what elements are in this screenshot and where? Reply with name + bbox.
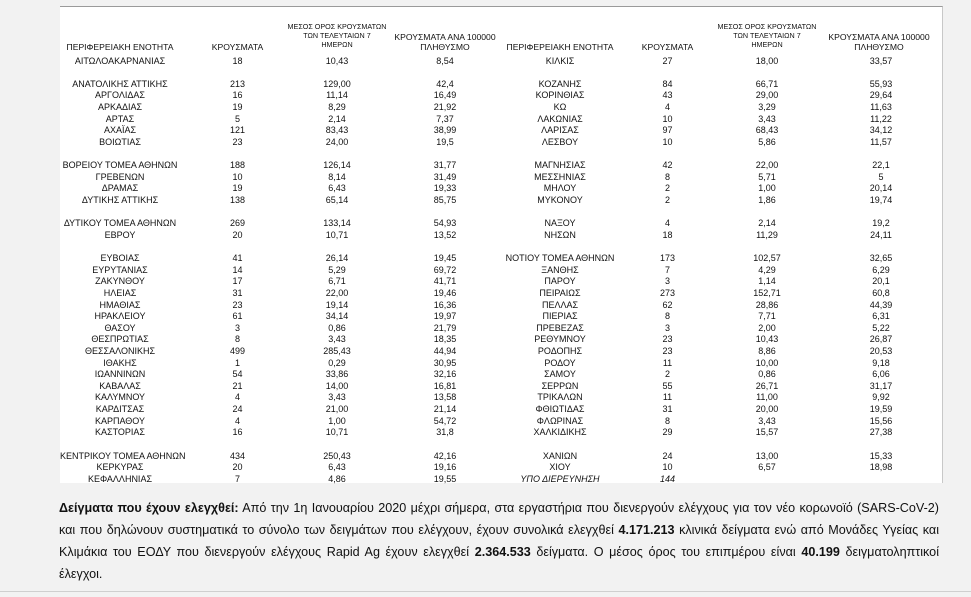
cases-cell: 144 bbox=[659, 473, 676, 484]
per100k-cell: 31,77 bbox=[433, 160, 457, 171]
region-cell: ΚΕΝΤΡΙΚΟΥ ΤΟΜΕΑ ΑΘΗΝΩΝ bbox=[60, 450, 186, 461]
avg-cell: 33,86 bbox=[325, 369, 349, 380]
cases-cell: 10 bbox=[662, 113, 673, 124]
avg-cell: 24,00 bbox=[325, 136, 349, 147]
tests-paragraph bbox=[59, 497, 939, 585]
avg-cell: 10,71 bbox=[325, 229, 349, 240]
per100k-cell: 15,56 bbox=[869, 415, 893, 426]
region-cell: ΝΑΞΟΥ bbox=[544, 218, 576, 229]
avg-cell: 8,29 bbox=[328, 101, 346, 112]
avg-cell: 29,00 bbox=[755, 90, 779, 101]
cases-cell: 42 bbox=[662, 160, 673, 171]
header-avg-left bbox=[282, 22, 392, 49]
avg-cell: 152,71 bbox=[753, 287, 781, 298]
per100k-cell: 11,63 bbox=[870, 101, 892, 112]
per100k-cell: 19,16 bbox=[433, 462, 457, 473]
region-cell: ΣΕΡΡΩΝ bbox=[541, 380, 579, 391]
cases-cell: 23 bbox=[662, 334, 673, 345]
region-cell: ΧΑΛΚΙΔΙΚΗΣ bbox=[533, 427, 587, 438]
per100k-cell: 85,75 bbox=[433, 194, 457, 205]
per100k-cell: 19,97 bbox=[433, 311, 457, 322]
region-cell: ΚΟΖΑΝΗΣ bbox=[538, 78, 582, 89]
cases-cell: 121 bbox=[229, 125, 246, 136]
per100k-cell: 8,54 bbox=[436, 55, 454, 66]
region-cell: ΠΕΙΡΑΙΩΣ bbox=[539, 287, 581, 298]
region-cell: ΧΑΝΙΩΝ bbox=[542, 450, 578, 461]
avg-cell: 66,71 bbox=[755, 78, 779, 89]
region-cell: ΝΗΣΩΝ bbox=[544, 229, 576, 240]
avg-cell: 15,57 bbox=[755, 427, 779, 438]
avg-cell: 8,86 bbox=[758, 346, 776, 356]
per100k-cell: 16,36 bbox=[433, 299, 457, 310]
region-cell: ΕΒΡΟΥ bbox=[104, 229, 136, 240]
per100k-cell: 6,31 bbox=[872, 311, 890, 322]
per100k-cell: 13,58 bbox=[433, 392, 457, 403]
avg-cell: 7,71 bbox=[758, 311, 776, 322]
per100k-cell: 22,1 bbox=[872, 160, 890, 171]
avg-cell: 285,43 bbox=[323, 346, 351, 356]
per100k-cell: 29,64 bbox=[869, 90, 893, 101]
avg-cell: 26,71 bbox=[755, 380, 779, 391]
cases-cell: 16 bbox=[232, 90, 243, 101]
per100k-cell: 19,74 bbox=[869, 194, 893, 205]
per100k-cell: 44,39 bbox=[869, 299, 893, 310]
avg-cell: 10,71 bbox=[325, 427, 349, 438]
avg-cell: 8,14 bbox=[328, 171, 346, 182]
region-cell: ΜΥΚΟΝΟΥ bbox=[537, 194, 583, 205]
region-cell: ΘΕΣΠΡΩΤΙΑΣ bbox=[91, 334, 149, 345]
per100k-cell: 20,53 bbox=[869, 346, 893, 356]
region-cell: ΡΟΔΟΥ bbox=[544, 357, 576, 368]
per100k-cell: 54,93 bbox=[433, 218, 457, 229]
per100k-cell: 55,93 bbox=[869, 78, 893, 89]
region-cell: ΘΑΣΟΥ bbox=[104, 322, 136, 333]
header-avg-line3: ΗΜΕΡΩΝ bbox=[321, 40, 353, 49]
avg-cell: 1,14 bbox=[758, 276, 776, 287]
header-per100k-line1: ΚΡΟΥΣΜΑΤΑ ΑΝΑ 100000 bbox=[394, 32, 496, 42]
avg-cell: 4,86 bbox=[328, 473, 346, 484]
avg-cell: 19,14 bbox=[325, 299, 349, 310]
cases-cell: 499 bbox=[229, 346, 246, 356]
avg-cell: 3,43 bbox=[328, 334, 346, 345]
avg-cell: 83,43 bbox=[325, 125, 349, 136]
avg-cell: 3,43 bbox=[328, 392, 346, 403]
header-cases-left: ΚΡΟΥΣΜΑΤΑ bbox=[211, 42, 264, 52]
region-cell: ΘΕΣΣΑΛΟΝΙΚΗΣ bbox=[84, 346, 156, 356]
avg-cell: 0,86 bbox=[328, 322, 346, 333]
region-cell: ΔΥΤΙΚΟΥ ΤΟΜΕΑ ΑΘΗΝΩΝ bbox=[63, 218, 177, 229]
region-cell: ΚΑΛΥΜΝΟΥ bbox=[94, 392, 146, 403]
region-cell: ΜΕΣΣΗΝΙΑΣ bbox=[534, 171, 586, 182]
cases-cell: 10 bbox=[662, 462, 673, 473]
region-cell: ΠΙΕΡΙΑΣ bbox=[542, 311, 578, 322]
avg-cell: 10,43 bbox=[325, 55, 349, 66]
cases-cell: 3 bbox=[234, 322, 240, 333]
cases-cell: 97 bbox=[662, 125, 673, 136]
cases-cell: 7 bbox=[664, 264, 670, 275]
avg-cell: 2,14 bbox=[758, 218, 776, 229]
tests-text-4: δειγματοληπτικοί έλεγχοι. bbox=[59, 545, 939, 581]
region-cell: ΥΠΟ ΔΙΕΡΕΥΝΗΣΗ bbox=[520, 473, 600, 484]
region-cell: ΔΡΑΜΑΣ bbox=[101, 183, 139, 194]
cases-cell: 273 bbox=[659, 287, 676, 298]
header-per100k-right bbox=[820, 32, 938, 52]
cases-cell: 8 bbox=[664, 311, 670, 322]
per100k-cell: 5,22 bbox=[872, 322, 890, 333]
region-cell: ΙΘΑΚΗΣ bbox=[103, 357, 137, 368]
header-region-left: ΠΕΡΙΦΕΡΕΙΑΚΗ ΕΝΟΤΗΤΑ bbox=[66, 42, 174, 52]
cases-cell: 173 bbox=[659, 253, 676, 264]
per100k-cell: 26,87 bbox=[869, 334, 893, 345]
cases-cell: 31 bbox=[232, 287, 243, 298]
avg-cell: 5,71 bbox=[758, 171, 776, 182]
region-cell: ΚΙΛΚΙΣ bbox=[545, 55, 575, 66]
per100k-cell: 19,59 bbox=[869, 404, 893, 415]
avg-cell: 0,29 bbox=[328, 357, 346, 368]
region-cell: ΛΕΣΒΟΥ bbox=[541, 136, 579, 147]
cases-cell: 31 bbox=[662, 404, 673, 415]
cases-cell: 7 bbox=[234, 473, 240, 484]
header-per100k-line1: ΚΡΟΥΣΜΑΤΑ ΑΝΑ 100000 bbox=[828, 32, 930, 42]
avg-cell: 5,86 bbox=[758, 136, 776, 147]
region-cell: ΡΟΔΟΠΗΣ bbox=[537, 346, 583, 356]
cases-cell: 29 bbox=[662, 427, 673, 438]
avg-cell: 21,00 bbox=[325, 404, 349, 415]
per100k-cell: 16,49 bbox=[433, 90, 457, 101]
avg-cell: 10,43 bbox=[755, 334, 779, 345]
header-cases-right: ΚΡΟΥΣΜΑΤΑ bbox=[641, 42, 694, 52]
per100k-cell: 21,92 bbox=[433, 101, 457, 112]
region-cell: ΚΕΡΚΥΡΑΣ bbox=[96, 462, 144, 473]
per100k-cell: 9,92 bbox=[872, 392, 890, 403]
region-cell: ΛΑΚΩΝΙΑΣ bbox=[537, 113, 583, 124]
per100k-cell: 44,94 bbox=[433, 346, 457, 356]
cases-cell: 20 bbox=[232, 462, 243, 473]
per100k-cell: 20,14 bbox=[869, 183, 893, 194]
avg-cell: 6,43 bbox=[328, 462, 346, 473]
per100k-cell: 15,33 bbox=[869, 450, 893, 461]
region-cell: ΒΟΙΩΤΙΑΣ bbox=[99, 136, 141, 147]
cases-cell: 434 bbox=[229, 450, 246, 461]
avg-cell: 1,00 bbox=[758, 183, 776, 194]
tests-text-2: κλινικά δείγματα ενώ από Μονάδες Υγείας και Κλιμάκια του ΕΟΔΥ που διενεργούν ελέγχους Rapid Ag έχουν ελεγχθεί bbox=[59, 523, 939, 559]
cases-cell: 27 bbox=[662, 55, 673, 66]
region-cell: ΑΝΑΤΟΛΙΚΗΣ ΑΤΤΙΚΗΣ bbox=[72, 78, 168, 89]
cases-cell: 4 bbox=[664, 218, 670, 229]
header-avg-line2: ΤΩΝ ΤΕΛΕΥΤΑΙΩΝ 7 bbox=[733, 31, 801, 40]
region-cell: ΛΑΡΙΣΑΣ bbox=[541, 125, 579, 136]
per100k-cell: 11,22 bbox=[870, 113, 892, 124]
per100k-cell: 41,71 bbox=[433, 276, 457, 287]
cases-cell: 8 bbox=[234, 334, 240, 345]
avg-cell: 28,86 bbox=[755, 299, 779, 310]
avg-cell: 68,43 bbox=[755, 125, 779, 136]
per100k-cell: 7,37 bbox=[436, 113, 454, 124]
avg-cell: 3,29 bbox=[758, 101, 776, 112]
cases-cell: 2 bbox=[664, 369, 670, 380]
per100k-cell: 19,33 bbox=[433, 183, 457, 194]
avg-cell: 0,86 bbox=[758, 369, 776, 380]
avg-cell: 6,43 bbox=[328, 183, 346, 194]
per100k-cell: 42,16 bbox=[433, 450, 457, 461]
per100k-cell: 18,98 bbox=[869, 462, 893, 473]
per100k-cell: 21,79 bbox=[433, 322, 457, 333]
cases-cell: 213 bbox=[229, 78, 246, 89]
per100k-cell: 31,8 bbox=[436, 427, 454, 438]
avg-cell: 11,00 bbox=[756, 392, 778, 403]
region-cell: ΝΟΤΙΟΥ ΤΟΜΕΑ ΑΘΗΝΩΝ bbox=[505, 253, 615, 264]
region-cell: ΜΑΓΝΗΣΙΑΣ bbox=[534, 160, 586, 171]
per100k-cell: 24,11 bbox=[870, 229, 892, 240]
region-cell: ΚΩ bbox=[553, 101, 567, 112]
per100k-cell: 19,45 bbox=[433, 253, 457, 264]
region-cell: ΗΡΑΚΛΕΙΟΥ bbox=[94, 311, 146, 322]
per100k-cell: 19,5 bbox=[436, 136, 454, 147]
header-avg-line1: ΜΕΣΟΣ ΟΡΟΣ ΚΡΟΥΣΜΑΤΩΝ bbox=[287, 22, 387, 31]
cases-cell: 84 bbox=[662, 78, 673, 89]
avg-cell: 102,57 bbox=[753, 253, 781, 264]
cases-cell: 21 bbox=[232, 380, 243, 391]
region-cell: ΔΥΤΙΚΗΣ ΑΤΤΙΚΗΣ bbox=[81, 194, 159, 205]
per100k-cell: 27,38 bbox=[869, 427, 893, 438]
avg-cell: 250,43 bbox=[323, 450, 351, 461]
bottom-divider bbox=[0, 591, 971, 592]
header-region-right: ΠΕΡΙΦΕΡΕΙΑΚΗ ΕΝΟΤΗΤΑ bbox=[506, 42, 614, 52]
per100k-cell: 32,65 bbox=[869, 253, 893, 264]
cases-cell: 14 bbox=[232, 264, 243, 275]
per100k-cell: 69,72 bbox=[433, 264, 457, 275]
cases-cell: 1 bbox=[234, 357, 240, 368]
per100k-cell: 31,49 bbox=[433, 171, 457, 182]
region-cell: ΣΑΜΟΥ bbox=[544, 369, 576, 380]
region-cell: ΦΛΩΡΙΝΑΣ bbox=[536, 415, 584, 426]
cases-cell: 23 bbox=[232, 136, 243, 147]
per100k-cell: 32,16 bbox=[433, 369, 457, 380]
per100k-cell: 6,29 bbox=[872, 264, 890, 275]
avg-cell: 10,00 bbox=[755, 357, 779, 368]
per100k-cell: 38,99 bbox=[433, 125, 457, 136]
avg-cell: 18,00 bbox=[755, 55, 779, 66]
avg-cell: 22,00 bbox=[755, 160, 779, 171]
region-cell: ΠΑΡΟΥ bbox=[544, 276, 576, 287]
per100k-cell: 42,4 bbox=[436, 78, 454, 89]
per100k-cell: 13,52 bbox=[433, 229, 457, 240]
cases-cell: 3 bbox=[664, 322, 670, 333]
header-avg-line1: ΜΕΣΟΣ ΟΡΟΣ ΚΡΟΥΣΜΑΤΩΝ bbox=[717, 22, 817, 31]
region-cell: ΤΡΙΚΑΛΩΝ bbox=[537, 392, 583, 403]
region-cell: ΑΡΤΑΣ bbox=[105, 113, 135, 124]
tests-daily-average: 40.199 bbox=[801, 545, 840, 559]
avg-cell: 11,14 bbox=[326, 90, 348, 101]
tests-text-1: Από την 1η Ιανουαρίου 2020 μέχρι σήμερα, στα εργαστήρια που διενεργούν ελέγχους για τον νέο κορωνοϊό (SARS-CoV-2) και που δηλώνουν συστηματικά το σύνολο των δειγμάτων που ελέγχουν, έχουν συνολικά ελεγχθεί bbox=[59, 501, 939, 537]
region-cell: ΚΑΣΤΟΡΙΑΣ bbox=[95, 427, 145, 438]
cases-cell: 23 bbox=[232, 299, 243, 310]
per100k-cell: 21,14 bbox=[433, 404, 457, 415]
avg-cell: 133,14 bbox=[323, 218, 351, 229]
tests-text-3: δείγματα. Ο μέσος όρος του επιπμέρου είναι bbox=[530, 545, 802, 559]
region-cell: ΕΥΡΥΤΑΝΙΑΣ bbox=[92, 264, 148, 275]
avg-cell: 13,00 bbox=[755, 450, 779, 461]
cases-cell: 19 bbox=[232, 183, 243, 194]
per100k-cell: 11,57 bbox=[870, 136, 892, 147]
per100k-cell: 60,8 bbox=[872, 287, 890, 298]
region-cell: ΧΙΟΥ bbox=[549, 462, 571, 473]
header-per100k-line2: ΠΛΗΘΥΣΜΟ bbox=[420, 42, 470, 52]
cases-cell: 18 bbox=[662, 229, 673, 240]
cases-cell: 11 bbox=[662, 357, 673, 368]
per100k-cell: 19,46 bbox=[433, 287, 457, 298]
avg-cell: 5,29 bbox=[328, 264, 346, 275]
tests-clinical-count: 4.171.213 bbox=[618, 523, 675, 537]
region-cell: ΗΛΕΙΑΣ bbox=[103, 287, 137, 298]
cases-cell: 19 bbox=[232, 101, 243, 112]
avg-cell: 3,43 bbox=[758, 415, 776, 426]
per100k-cell: 9,18 bbox=[872, 357, 890, 368]
avg-cell: 2,14 bbox=[328, 113, 346, 124]
avg-cell: 26,14 bbox=[325, 253, 349, 264]
region-cell: ΗΜΑΘΙΑΣ bbox=[99, 299, 141, 310]
cases-cell: 41 bbox=[232, 253, 243, 264]
header-per100k-line2: ΠΛΗΘΥΣΜΟ bbox=[854, 42, 904, 52]
per100k-cell: 31,17 bbox=[869, 380, 893, 391]
avg-cell: 6,71 bbox=[328, 276, 346, 287]
cases-cell: 54 bbox=[232, 369, 243, 380]
region-cell: ΚΕΦΑΛΛΗΝΙΑΣ bbox=[87, 473, 153, 484]
header-avg-right bbox=[712, 22, 822, 49]
region-cell: ΦΘΙΩΤΙΔΑΣ bbox=[535, 404, 585, 415]
region-cell: ΞΑΝΘΗΣ bbox=[541, 264, 579, 275]
region-cell: ΑΡΚΑΔΙΑΣ bbox=[97, 101, 143, 112]
cases-cell: 18 bbox=[232, 55, 243, 66]
per100k-cell: 54,72 bbox=[433, 415, 457, 426]
region-cell: ΡΕΘΥΜΝΟΥ bbox=[534, 334, 586, 345]
header-avg-line2: ΤΩΝ ΤΕΛΕΥΤΑΙΩΝ 7 bbox=[303, 31, 371, 40]
cases-cell: 20 bbox=[232, 229, 243, 240]
region-cell: ΜΗΛΟΥ bbox=[543, 183, 577, 194]
cases-cell: 16 bbox=[232, 427, 243, 438]
per100k-cell: 6,06 bbox=[872, 369, 890, 380]
per100k-cell: 30,95 bbox=[433, 357, 457, 368]
avg-cell: 34,14 bbox=[325, 311, 349, 322]
avg-cell: 20,00 bbox=[755, 404, 779, 415]
per100k-cell: 33,57 bbox=[869, 55, 893, 66]
cases-cell: 10 bbox=[662, 136, 673, 147]
per100k-cell: 19,55 bbox=[433, 473, 457, 484]
avg-cell: 4,29 bbox=[758, 264, 776, 275]
cases-cell: 23 bbox=[662, 346, 673, 356]
region-cell: ΓΡΕΒΕΝΩΝ bbox=[95, 171, 145, 182]
cases-cell: 17 bbox=[232, 276, 243, 287]
region-cell: ΠΡΕΒΕΖΑΣ bbox=[536, 322, 584, 333]
cases-cell: 4 bbox=[234, 415, 240, 426]
cases-cell: 24 bbox=[232, 404, 243, 415]
cases-cell: 2 bbox=[664, 183, 670, 194]
region-cell: ΒΟΡΕΙΟΥ ΤΟΜΕΑ ΑΘΗΝΩΝ bbox=[62, 160, 178, 171]
per100k-cell: 16,81 bbox=[433, 380, 457, 391]
cases-cell: 61 bbox=[232, 311, 243, 322]
region-cell: ΑΡΓΟΛΙΔΑΣ bbox=[95, 90, 145, 101]
tests-rapid-count: 2.364.533 bbox=[474, 545, 531, 559]
region-cell: ΠΕΛΛΑΣ bbox=[541, 299, 579, 310]
avg-cell: 129,00 bbox=[323, 78, 351, 89]
region-cell: ΚΟΡΙΝΘΙΑΣ bbox=[535, 90, 585, 101]
avg-cell: 22,00 bbox=[325, 287, 349, 298]
cases-cell: 62 bbox=[662, 299, 673, 310]
cases-cell: 8 bbox=[664, 415, 670, 426]
cases-cell: 269 bbox=[229, 218, 246, 229]
cases-cell: 5 bbox=[234, 113, 240, 124]
header-per100k-left bbox=[390, 32, 500, 52]
cases-cell: 24 bbox=[662, 450, 673, 461]
per100k-cell: 5 bbox=[878, 171, 884, 182]
tests-lead: Δείγματα που έχουν ελεγχθεί: bbox=[59, 501, 239, 515]
per100k-cell: 20,1 bbox=[872, 276, 890, 287]
avg-cell: 126,14 bbox=[323, 160, 351, 171]
cases-cell: 3 bbox=[664, 276, 670, 287]
cases-cell: 188 bbox=[229, 160, 246, 171]
region-cell: ΑΧΑΪΑΣ bbox=[103, 125, 137, 136]
cases-cell: 2 bbox=[664, 194, 670, 205]
header-avg-line3: ΗΜΕΡΩΝ bbox=[751, 40, 783, 49]
region-cell: ΚΑΡΔΙΤΣΑΣ bbox=[95, 404, 145, 415]
per100k-cell: 34,12 bbox=[869, 125, 893, 136]
avg-cell: 1,86 bbox=[758, 194, 776, 205]
region-cell: ΙΩΑΝΝΙΝΩΝ bbox=[94, 369, 146, 380]
avg-cell: 11,29 bbox=[756, 229, 778, 240]
avg-cell: 65,14 bbox=[325, 194, 349, 205]
region-cell: ΚΑΡΠΑΘΟΥ bbox=[94, 415, 146, 426]
cases-table bbox=[60, 6, 943, 483]
cases-cell: 4 bbox=[664, 101, 670, 112]
avg-cell: 14,00 bbox=[325, 380, 349, 391]
cases-cell: 8 bbox=[664, 171, 670, 182]
avg-cell: 2,00 bbox=[758, 322, 776, 333]
cases-cell: 11 bbox=[662, 392, 673, 403]
avg-cell: 6,57 bbox=[758, 462, 776, 473]
per100k-cell: 19,2 bbox=[872, 218, 890, 229]
region-cell: ΚΑΒΑΛΑΣ bbox=[99, 380, 141, 391]
avg-cell: 3,43 bbox=[758, 113, 776, 124]
cases-cell: 10 bbox=[232, 171, 243, 182]
cases-cell: 4 bbox=[234, 392, 240, 403]
cases-cell: 55 bbox=[662, 380, 673, 391]
region-cell: ΕΥΒΟΙΑΣ bbox=[100, 253, 140, 264]
cases-cell: 43 bbox=[662, 90, 673, 101]
region-cell: ΑΙΤΩΛΟΑΚΑΡΝΑΝΙΑΣ bbox=[74, 55, 166, 66]
avg-cell: 1,00 bbox=[328, 415, 346, 426]
region-cell: ΖΑΚΥΝΘΟΥ bbox=[95, 276, 145, 287]
per100k-cell: 18,35 bbox=[433, 334, 457, 345]
cases-cell: 138 bbox=[229, 194, 246, 205]
